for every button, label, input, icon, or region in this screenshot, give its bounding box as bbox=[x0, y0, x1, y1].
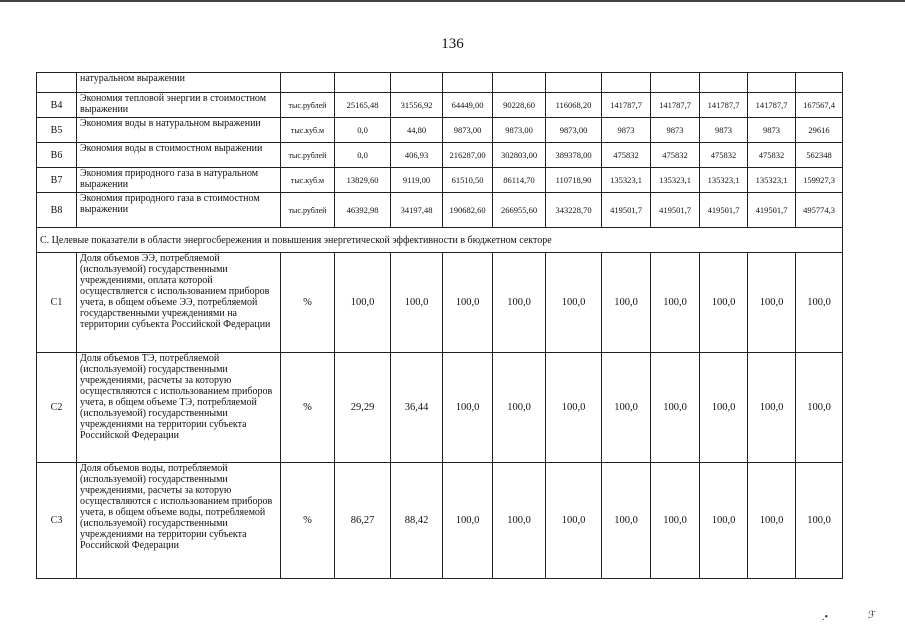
row-code: C2 bbox=[37, 353, 77, 463]
row-name: Доля объемов воды, потребляемой (используемой) государственными учреждениями, расчеты за которую осуществляются с использованием приборов учета, в общем объеме воды, потребляемой (используемой) государственными учреждениями на территории субъекта Российской Федерации bbox=[77, 463, 281, 579]
row-value: 9873 bbox=[700, 118, 748, 143]
page-number: 136 bbox=[441, 36, 464, 52]
row-value: 46392,98 bbox=[335, 193, 391, 228]
row-value: 9873 bbox=[748, 118, 796, 143]
row-value: 9873 bbox=[602, 118, 651, 143]
row-value: 100,0 bbox=[700, 253, 748, 353]
row-value: 100,0 bbox=[602, 253, 651, 353]
row-code: C1 bbox=[37, 253, 77, 353]
row-value bbox=[443, 73, 493, 93]
row-value: 475832 bbox=[748, 143, 796, 168]
table-row bbox=[37, 143, 843, 168]
row-name: натуральном выражении bbox=[77, 73, 281, 93]
row-value bbox=[546, 73, 602, 93]
row-value: 29,29 bbox=[335, 353, 391, 463]
row-value: 135323,1 bbox=[700, 168, 748, 193]
row-value: 100,0 bbox=[443, 353, 493, 463]
table-row bbox=[37, 93, 843, 118]
row-name: Экономия природного газа в стоимостном выражении bbox=[77, 193, 281, 228]
row-value: 141787,7 bbox=[651, 93, 700, 118]
row-value: 100,0 bbox=[748, 463, 796, 579]
row-value: 29616 bbox=[796, 118, 843, 143]
row-value bbox=[391, 73, 443, 93]
row-value: 88,42 bbox=[391, 463, 443, 579]
row-unit: % bbox=[281, 253, 335, 353]
row-code: B4 bbox=[37, 93, 77, 118]
table-row bbox=[37, 253, 843, 353]
row-value: 495774,3 bbox=[796, 193, 843, 228]
table-row bbox=[37, 118, 843, 143]
row-name: Доля объемов ЭЭ, потребляемой (используемой) государственными учреждениями, оплата которой осуществляется с использованием приборов учета, в общем объеме ЭЭ, потребляемой государственными учреждениями на территории субъекта Российской Федерации bbox=[77, 253, 281, 353]
row-code bbox=[37, 73, 77, 93]
row-value: 100,0 bbox=[748, 353, 796, 463]
row-value: 86114,70 bbox=[493, 168, 546, 193]
row-value: 135323,1 bbox=[748, 168, 796, 193]
row-value: 100,0 bbox=[546, 253, 602, 353]
row-unit: тыс.рублей bbox=[281, 93, 335, 118]
row-value: 64449,00 bbox=[443, 93, 493, 118]
row-code: B8 bbox=[37, 193, 77, 228]
row-value: 100,0 bbox=[493, 353, 546, 463]
table-row bbox=[37, 463, 843, 579]
row-unit: тыс.куб.м bbox=[281, 168, 335, 193]
table-row bbox=[37, 168, 843, 193]
row-value: 44,80 bbox=[391, 118, 443, 143]
scan-mark: ℱ bbox=[868, 610, 876, 621]
row-name: Экономия воды в стоимостном выражении bbox=[77, 143, 281, 168]
table-row bbox=[37, 353, 843, 463]
row-value: 100,0 bbox=[796, 253, 843, 353]
row-value: 9119,00 bbox=[391, 168, 443, 193]
section-c-heading: С. Целевые показатели в области энергосбережения и повышения энергетической эффективности в бюджетном секторе bbox=[37, 228, 843, 253]
row-value: 216287,00 bbox=[443, 143, 493, 168]
row-value: 9873,00 bbox=[546, 118, 602, 143]
row-unit: % bbox=[281, 353, 335, 463]
row-name: Доля объемов ТЭ, потребляемой (используемой) государственными учреждениями, расчеты за которую осуществляются с использованием приборов учета, в общем объеме ТЭ, потребляемой (используемой) государственными учреждениями на территории субъекта Российской Федерации bbox=[77, 353, 281, 463]
row-value: 141787,7 bbox=[602, 93, 651, 118]
row-value: 100,0 bbox=[651, 353, 700, 463]
row-value: 25165,48 bbox=[335, 93, 391, 118]
row-value: 34197,48 bbox=[391, 193, 443, 228]
row-value: 159927,3 bbox=[796, 168, 843, 193]
row-code: B5 bbox=[37, 118, 77, 143]
row-value: 141787,7 bbox=[700, 93, 748, 118]
row-value: 100,0 bbox=[546, 353, 602, 463]
row-code: B6 bbox=[37, 143, 77, 168]
row-value: 343228,70 bbox=[546, 193, 602, 228]
row-value: 100,0 bbox=[443, 463, 493, 579]
row-value: 475832 bbox=[602, 143, 651, 168]
row-value: 135323,1 bbox=[651, 168, 700, 193]
row-value bbox=[602, 73, 651, 93]
row-value: 475832 bbox=[651, 143, 700, 168]
table-row bbox=[37, 193, 843, 228]
row-value: 100,0 bbox=[700, 353, 748, 463]
scan-mark: .• bbox=[822, 612, 829, 623]
row-value: 100,0 bbox=[493, 463, 546, 579]
row-value bbox=[700, 73, 748, 93]
row-value: 141787,7 bbox=[748, 93, 796, 118]
row-value: 61510,50 bbox=[443, 168, 493, 193]
row-value bbox=[651, 73, 700, 93]
row-value: 31556,92 bbox=[391, 93, 443, 118]
row-value: 475832 bbox=[700, 143, 748, 168]
row-value: 0,0 bbox=[335, 143, 391, 168]
row-value: 116068,20 bbox=[546, 93, 602, 118]
row-value: 419501,7 bbox=[602, 193, 651, 228]
row-value: 100,0 bbox=[602, 353, 651, 463]
row-value: 389378,00 bbox=[546, 143, 602, 168]
row-name: Экономия тепловой энергии в стоимостном выражении bbox=[77, 93, 281, 118]
row-unit: тыс.куб.м bbox=[281, 118, 335, 143]
row-value: 9873 bbox=[651, 118, 700, 143]
row-value: 9873,00 bbox=[493, 118, 546, 143]
row-value: 36,44 bbox=[391, 353, 443, 463]
row-unit: % bbox=[281, 463, 335, 579]
row-value: 190682,60 bbox=[443, 193, 493, 228]
row-unit bbox=[281, 73, 335, 93]
row-value: 100,0 bbox=[796, 463, 843, 579]
row-value: 110718,90 bbox=[546, 168, 602, 193]
row-unit: тыс.рублей bbox=[281, 143, 335, 168]
row-value: 90228,60 bbox=[493, 93, 546, 118]
row-value: 86,27 bbox=[335, 463, 391, 579]
row-value: 135323,1 bbox=[602, 168, 651, 193]
row-value: 100,0 bbox=[700, 463, 748, 579]
row-value: 100,0 bbox=[651, 253, 700, 353]
row-value bbox=[796, 73, 843, 93]
row-value: 266955,60 bbox=[493, 193, 546, 228]
row-name: Экономия природного газа в натуральном выражении bbox=[77, 168, 281, 193]
row-value: 100,0 bbox=[546, 463, 602, 579]
row-value: 167567,4 bbox=[796, 93, 843, 118]
row-value: 100,0 bbox=[796, 353, 843, 463]
row-value: 406,93 bbox=[391, 143, 443, 168]
row-value bbox=[335, 73, 391, 93]
scan-edge bbox=[0, 0, 905, 2]
row-value: 419501,7 bbox=[700, 193, 748, 228]
row-value: 100,0 bbox=[493, 253, 546, 353]
row-value: 100,0 bbox=[651, 463, 700, 579]
indicators-table bbox=[36, 72, 843, 579]
row-value: 0,0 bbox=[335, 118, 391, 143]
row-value: 419501,7 bbox=[748, 193, 796, 228]
row-value bbox=[493, 73, 546, 93]
table-row bbox=[37, 73, 843, 93]
row-value: 13829,60 bbox=[335, 168, 391, 193]
row-value: 100,0 bbox=[602, 463, 651, 579]
row-value: 562348 bbox=[796, 143, 843, 168]
row-value: 100,0 bbox=[748, 253, 796, 353]
row-value bbox=[748, 73, 796, 93]
row-value: 302803,00 bbox=[493, 143, 546, 168]
row-value: 100,0 bbox=[443, 253, 493, 353]
row-code: B7 bbox=[37, 168, 77, 193]
row-unit: тыс.рублей bbox=[281, 193, 335, 228]
row-value: 419501,7 bbox=[651, 193, 700, 228]
row-value: 9873,00 bbox=[443, 118, 493, 143]
row-value: 100,0 bbox=[335, 253, 391, 353]
row-code: C3 bbox=[37, 463, 77, 579]
row-value: 100,0 bbox=[391, 253, 443, 353]
row-name: Экономия воды в натуральном выражении bbox=[77, 118, 281, 143]
